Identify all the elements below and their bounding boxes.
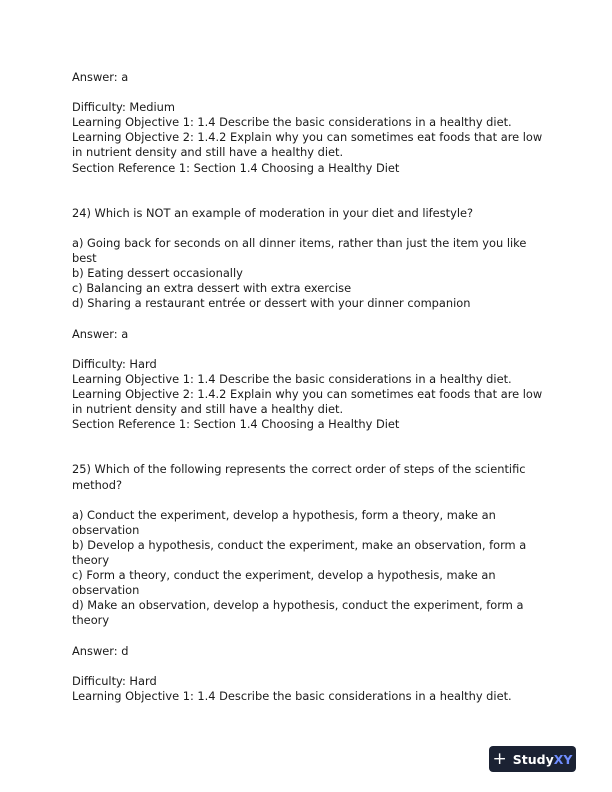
q24-section-reference: Section Reference 1: Section 1.4 Choosing a Healthy Diet	[72, 417, 400, 432]
q23-answer: Answer: a	[72, 70, 129, 84]
q25-option-a: a) Conduct the experiment, develop a hypothesis, form a theory, make an	[72, 507, 496, 522]
q25-answer: Answer: d	[72, 643, 129, 658]
q24-difficulty: Difficulty: Hard	[72, 356, 157, 371]
q24-answer: Answer: a	[72, 326, 129, 341]
q24-learning-objective-1: Learning Objective 1: 1.4 Describe the basic considerations in a healthy diet.	[72, 371, 512, 386]
q25-option-d: d) Make an observation, develop a hypothesis, conduct the experiment, form a	[72, 598, 524, 613]
q24-question: 24) Which is NOT an example of moderation in your diet and lifestyle?	[72, 205, 474, 220]
q23-learning-objective-1: Learning Objective 1: 1.4 Describe the basic considerations in a healthy diet.	[72, 115, 512, 130]
q25-option-d-cont: theory	[72, 613, 110, 628]
q24-option-a-cont: best	[72, 251, 97, 266]
q23-difficulty: Difficulty: Medium	[72, 100, 175, 115]
q24-option-d: d) Sharing a restaurant entrée or dessert with your dinner companion	[72, 296, 471, 311]
q25-learning-objective-1: Learning Objective 1: 1.4 Describe the basic considerations in a healthy diet.	[72, 688, 512, 703]
q24-learning-objective-2: Learning Objective 2: 1.4.2 Explain why you can sometimes eat foods that are low	[72, 386, 543, 401]
q25-option-c-cont: observation	[72, 583, 140, 598]
q24-option-a: a) Going back for seconds on all dinner items, rather than just the item you like	[72, 236, 527, 251]
q24-option-b: b) Eating dessert occasionally	[72, 266, 243, 281]
q25-option-c: c) Form a theory, conduct the experiment, develop a hypothesis, make an	[72, 568, 496, 583]
q24-learning-objective-2-cont: in nutrient density and still have a healthy diet.	[72, 402, 344, 417]
studyxy-badge[interactable]	[489, 746, 576, 772]
q25-option-a-cont: observation	[72, 522, 140, 537]
q23-learning-objective-2-cont: in nutrient density and still have a healthy diet.	[72, 145, 344, 160]
q25-difficulty: Difficulty: Hard	[72, 673, 157, 688]
q25-question: 25) Which of the following represents the correct order of steps of the scientific	[72, 462, 526, 477]
q25-question-cont: method?	[72, 477, 123, 492]
q23-learning-objective-2: Learning Objective 2: 1.4.2 Explain why you can sometimes eat foods that are low	[72, 130, 543, 145]
plus-icon: +	[492, 748, 507, 769]
badge-brand-main: Study	[512, 751, 554, 767]
q25-option-b-cont: theory	[72, 553, 110, 567]
badge-brand-accent: XY	[553, 751, 573, 767]
q25-option-b: b) Develop a hypothesis, conduct the experiment, make an observation, form a	[72, 537, 527, 552]
q23-section-reference: Section Reference 1: Section 1.4 Choosing a Healthy Diet	[72, 160, 400, 175]
document-page	[72, 70, 542, 704]
q24-option-c: c) Balancing an extra dessert with extra exercise	[72, 281, 352, 296]
